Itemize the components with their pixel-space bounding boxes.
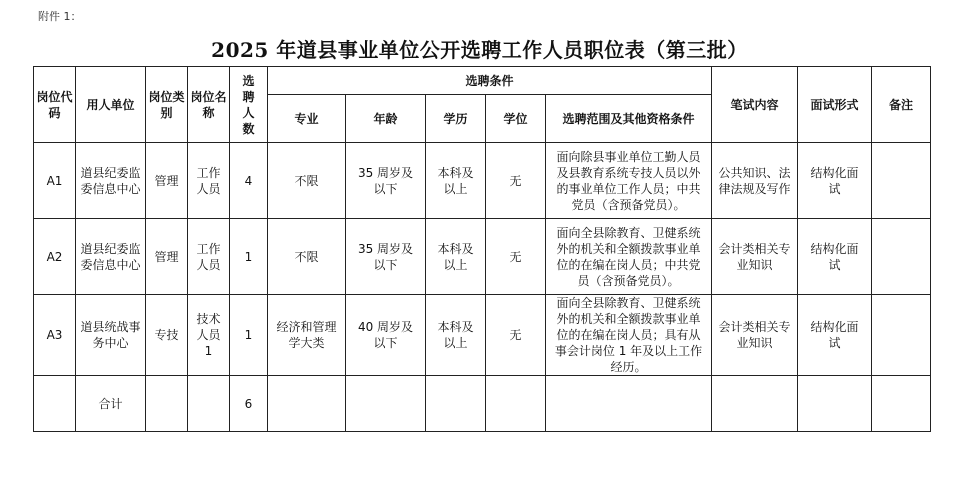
total-interview-empty: [798, 376, 872, 432]
cell-major: 不限: [268, 143, 346, 219]
total-major-empty: [268, 376, 346, 432]
total-post-empty: [188, 376, 230, 432]
total-label: 合计: [76, 376, 146, 432]
page-title: 2025 年道县事业单位公开选聘工作人员职位表（第三批）: [211, 38, 748, 62]
total-scope-empty: [546, 376, 712, 432]
header-row-1: [34, 67, 931, 95]
total-remarks-empty: [872, 376, 931, 432]
cell-remarks: [872, 219, 931, 295]
cell-scope: 面向全县除教育、卫健系统外的机关和全额拨款事业单位的在编在岗人员；具有从事会计岗位 1 年及以上工作经历。: [546, 295, 712, 376]
cell-unit: 道县纪委监委信息中心: [76, 143, 146, 219]
cell-post-name: 技术人员 1: [188, 295, 230, 376]
header-unit: 用人单位: [76, 67, 146, 143]
total-code-empty: [34, 376, 76, 432]
cell-code: A2: [34, 219, 76, 295]
cell-education: 本科及以上: [426, 143, 486, 219]
table-row: [34, 143, 931, 219]
header-remarks: 备注: [872, 67, 931, 143]
header-major: 专业: [268, 95, 346, 143]
header-education: 学历: [426, 95, 486, 143]
total-degree-empty: [486, 376, 546, 432]
header-post-name: 岗位名称: [188, 67, 230, 143]
cell-count: 1: [230, 219, 268, 295]
cell-unit: 道县统战事务中心: [76, 295, 146, 376]
cell-code: A3: [34, 295, 76, 376]
cell-count: 4: [230, 143, 268, 219]
cell-scope: 面向全县除教育、卫健系统外的机关和全额拨款事业单位的在编在岗人员；中共党员（含预备党员）。: [546, 219, 712, 295]
header-count: 选聘人数: [230, 67, 268, 143]
attachment-label: 附件 1：: [38, 10, 82, 23]
cell-remarks: [872, 295, 931, 376]
header-degree: 学位: [486, 95, 546, 143]
header-code: 岗位代码: [34, 67, 76, 143]
total-age-empty: [346, 376, 426, 432]
cell-age: 35 周岁及以下: [346, 143, 426, 219]
cell-code: A1: [34, 143, 76, 219]
header-scope: 选聘范围及其他资格条件: [546, 95, 712, 143]
cell-age: 35 周岁及以下: [346, 219, 426, 295]
total-category-empty: [146, 376, 188, 432]
cell-exam: 会计类相关专业知识: [712, 295, 798, 376]
cell-education: 本科及以上: [426, 219, 486, 295]
header-age: 年龄: [346, 95, 426, 143]
cell-interview: 结构化面试: [798, 295, 872, 376]
cell-major: 经济和管理学大类: [268, 295, 346, 376]
cell-interview: 结构化面试: [798, 219, 872, 295]
cell-unit: 道县纪委监委信息中心: [76, 219, 146, 295]
total-row: [34, 376, 931, 432]
header-interview: 面试形式: [798, 67, 872, 143]
total-count: 6: [230, 376, 268, 432]
cell-count: 1: [230, 295, 268, 376]
cell-degree: 无: [486, 295, 546, 376]
cell-scope: 面向除县事业单位工勤人员及县教育系统专技人员以外的事业单位工作人员；中共党员（含预备党员）。: [546, 143, 712, 219]
table-row: [34, 219, 931, 295]
positions-table: [33, 66, 931, 432]
cell-age: 40 周岁及以下: [346, 295, 426, 376]
header-category: 岗位类别: [146, 67, 188, 143]
cell-category: 管理: [146, 219, 188, 295]
total-education-empty: [426, 376, 486, 432]
cell-remarks: [872, 143, 931, 219]
header-exam: 笔试内容: [712, 67, 798, 143]
table-row: [34, 295, 931, 376]
cell-degree: 无: [486, 219, 546, 295]
cell-post-name: 工作人员: [188, 143, 230, 219]
cell-interview: 结构化面试: [798, 143, 872, 219]
header-conditions: 选聘条件: [268, 67, 712, 95]
cell-exam: 公共知识、法律法规及写作: [712, 143, 798, 219]
cell-degree: 无: [486, 143, 546, 219]
cell-category: 专技: [146, 295, 188, 376]
total-exam-empty: [712, 376, 798, 432]
cell-education: 本科及以上: [426, 295, 486, 376]
cell-post-name: 工作人员: [188, 219, 230, 295]
cell-category: 管理: [146, 143, 188, 219]
cell-exam: 会计类相关专业知识: [712, 219, 798, 295]
cell-major: 不限: [268, 219, 346, 295]
